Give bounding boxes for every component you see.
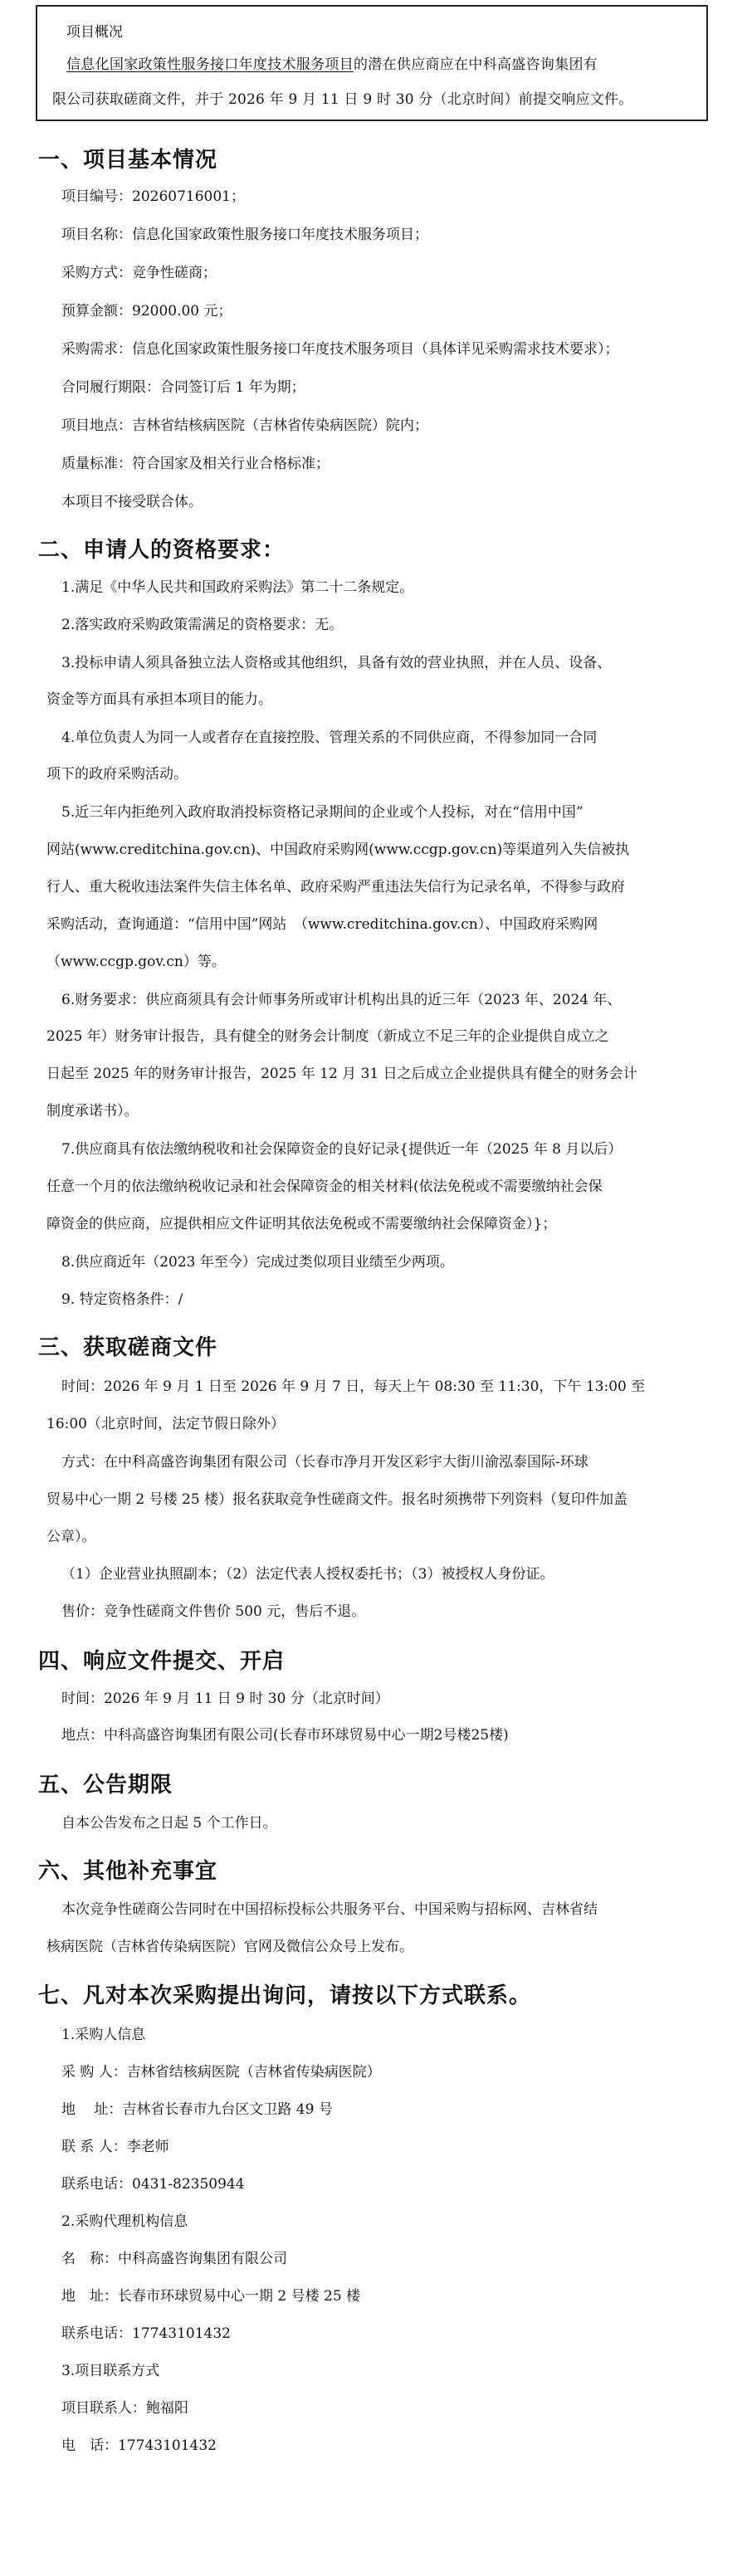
obtain-method-line-3: 公章）。 xyxy=(46,1529,96,1545)
agency-phone: 联系电话：17743101432 xyxy=(61,2325,231,2342)
qualification-3-line-1: 3.投标申请人须具备独立法人资格或其他组织，具备有效的营业执照，并在人员、设备、 xyxy=(61,655,612,671)
section-heading-obtain-documents: 三、获取磋商文件 xyxy=(38,1335,218,1360)
notice-period-text: 自本公告发布之日起 5 个工作日。 xyxy=(61,1815,277,1832)
section-heading-other-matters: 六、其他补充事宜 xyxy=(38,1859,218,1884)
purchaser-info-title: 1.采购人信息 xyxy=(61,2027,146,2043)
qualification-2: 2.落实政府采购政策需满足的资格要求：无。 xyxy=(61,617,344,633)
qualification-5-line-3: 行人、重大税收违法案件失信主体名单、政府采购严重违法失信行为记录名单，不得参与政府 xyxy=(46,879,625,895)
other-matters-line-2: 核病医院（吉林省传染病医院）官网及微信公众号上发布。 xyxy=(46,1939,413,1955)
section-heading-notice-period: 五、公告期限 xyxy=(38,1773,173,1798)
obtain-method-line-1: 方式：在中科高盛咨询集团有限公司（长春市净月开发区彩宇大街川渝泓泰国际-环球 xyxy=(61,1454,588,1471)
qualification-6-line-3: 日起至 2025 年的财务审计报告，2025 年 12 月 31 日之后成立企业提供具有健全的财务会计 xyxy=(46,1066,637,1082)
qualification-5-line-5: （www.ccgp.gov.cn）等。 xyxy=(46,954,226,970)
qualification-1: 1.满足《中华人民共和国政府采购法》第二十二条规定。 xyxy=(61,579,414,596)
qualification-7-line-2: 任意一个月的依法缴纳税收记录和社会保障资金的相关材料(依法免税或不需要缴纳社会保 xyxy=(46,1178,603,1195)
project-contact-phone: 电 话：17743101432 xyxy=(61,2437,217,2454)
qualification-7-line-3: 障资金的供应商，应提供相应文件证明其依法免税或不需要缴纳社会保障资金）}； xyxy=(46,1216,557,1232)
agency-name: 名 称：中科高盛咨询集团有限公司 xyxy=(61,2251,287,2267)
qualification-5-line-4: 采购活动，查询通道：“信用中国”网站 （www.creditchina.gov.cn）、中国政府采购网 xyxy=(46,916,598,933)
section-heading-basic-info: 一、项目基本情况 xyxy=(38,148,218,173)
project-overview-box xyxy=(36,5,708,121)
procurement-need: 采购需求：信息化国家政策性服务接口年度技术服务项目（具体详见采购需求技术要求）； xyxy=(61,341,619,358)
qualification-7-line-1: 7.供应商具有依法缴纳税收和社会保障资金的良好记录{提供近一年（2025 年 8 月以后） xyxy=(61,1141,622,1158)
other-matters-line-1: 本次竞争性磋商公告同时在中国招标投标公共服务平台、中国采购与招标网、吉林省结 xyxy=(61,1901,598,1918)
overview-line-2: 限公司获取磋商文件，并于 2026 年 9 月 11 日 9 时 30 分（北京时间）前提交响应文件。 xyxy=(52,91,633,108)
quality-standard: 质量标准：符合国家及相关行业合格标准； xyxy=(61,456,330,472)
qualification-9: 9. 特定资格条件：/ xyxy=(61,1291,183,1308)
project-location: 项目地点：吉林省结核病医院（吉林省传染病医院）院内； xyxy=(61,417,428,434)
obtain-time-line-2: 16:00（北京时间，法定节假日除外） xyxy=(46,1416,285,1432)
section-heading-qualifications: 二、申请人的资格要求： xyxy=(38,538,286,563)
overview-title: 项目概况 xyxy=(66,24,123,41)
submission-time: 时间：2026 年 9 月 11 日 9 时 30 分（北京时间） xyxy=(61,1690,389,1707)
submission-place: 地点：中科高盛咨询集团有限公司(长春市环球贸易中心一期2号楼25楼) xyxy=(61,1727,509,1744)
section-heading-contact: 七、凡对本次采购提出询问，请按以下方式联系。 xyxy=(38,1983,532,2008)
qualification-6-line-2: 2025 年）财务审计报告，具有健全的财务会计制度（新成立不足三年的企业提供自成立之 xyxy=(46,1028,609,1045)
procurement-method: 采购方式：竞争性磋商； xyxy=(61,265,217,281)
obtain-method-line-2: 贸易中心一期 2 号楼 25 楼）报名获取竞争性磋商文件。报名时须携带下列资料（复印件加盖 xyxy=(46,1491,628,1508)
qualification-5-line-1: 5.近三年内拒绝列入政府取消投标资格记录期间的企业或个人投标，对在“信用中国” xyxy=(61,804,583,821)
project-contact-title: 3.项目联系方式 xyxy=(61,2363,160,2379)
obtain-time-line-1: 时间：2026 年 9 月 1 日至 2026 年 9 月 7 日，每天上午 08:30 至 11:30，下午 13:00 至 xyxy=(61,1378,646,1395)
project-name: 项目名称：信息化国家政策性服务接口年度技术服务项目； xyxy=(61,227,428,243)
purchaser-name: 采 购 人：吉林省结核病医院（吉林省传染病医院） xyxy=(61,2064,381,2081)
no-consortium-note: 本项目不接受联合体。 xyxy=(61,494,203,510)
purchaser-address: 地 址：吉林省长春市九台区文卫路 49 号 xyxy=(61,2101,333,2118)
purchaser-contact-person: 联 系 人：李老师 xyxy=(61,2139,169,2155)
required-documents: （1）企业营业执照副本；（2）法定代表人授权委托书；（3）被授权人身份证。 xyxy=(61,1566,554,1583)
section-heading-submission: 四、响应文件提交、开启 xyxy=(38,1649,286,1674)
project-contact-person: 项目联系人：鲍福阳 xyxy=(61,2400,188,2417)
budget-amount: 预算金额：92000.00 元； xyxy=(61,303,232,320)
qualification-6-line-1: 6.财务要求：供应商须具有会计师事务所或审计机构出具的近三年（2023 年、2024 年、 xyxy=(61,992,622,1008)
agency-info-title: 2.采购代理机构信息 xyxy=(61,2213,188,2230)
qualification-3-line-2: 资金等方面具有承担本项目的能力。 xyxy=(46,691,272,708)
document-price: 售价：竞争性磋商文件售价 500 元，售后不退。 xyxy=(61,1603,366,1620)
agency-address: 地 址：长春市环球贸易中心一期 2 号楼 25 楼 xyxy=(61,2288,361,2305)
project-code: 项目编号：20260716001； xyxy=(61,188,245,205)
overview-line-1-rest: 的潜在供应商应在中科高盛咨询集团有 xyxy=(354,56,598,73)
qualification-6-line-4: 制度承诺书）。 xyxy=(46,1103,139,1120)
qualification-4-line-1: 4.单位负责人为同一人或者存在直接控股、管理关系的不同供应商，不得参加同一合同 xyxy=(61,729,598,746)
project-name-link: 信息化国家政策性服务接口年度技术服务项目 xyxy=(66,56,354,73)
overview-line-1 xyxy=(66,52,598,73)
contract-period: 合同履行期限：合同签订后 1 年为期； xyxy=(61,379,305,396)
qualification-5-line-2: 网站(www.creditchina.gov.cn)、中国政府采购网(www.ccgp.gov.cn)等渠道列入失信被执 xyxy=(46,842,630,858)
qualification-8: 8.供应商近年（2023 年至今）完成过类似项目业绩至少两项。 xyxy=(61,1254,454,1271)
purchaser-phone: 联系电话：0431-82350944 xyxy=(61,2176,245,2193)
qualification-4-line-2: 项下的政府采购活动。 xyxy=(46,766,188,783)
